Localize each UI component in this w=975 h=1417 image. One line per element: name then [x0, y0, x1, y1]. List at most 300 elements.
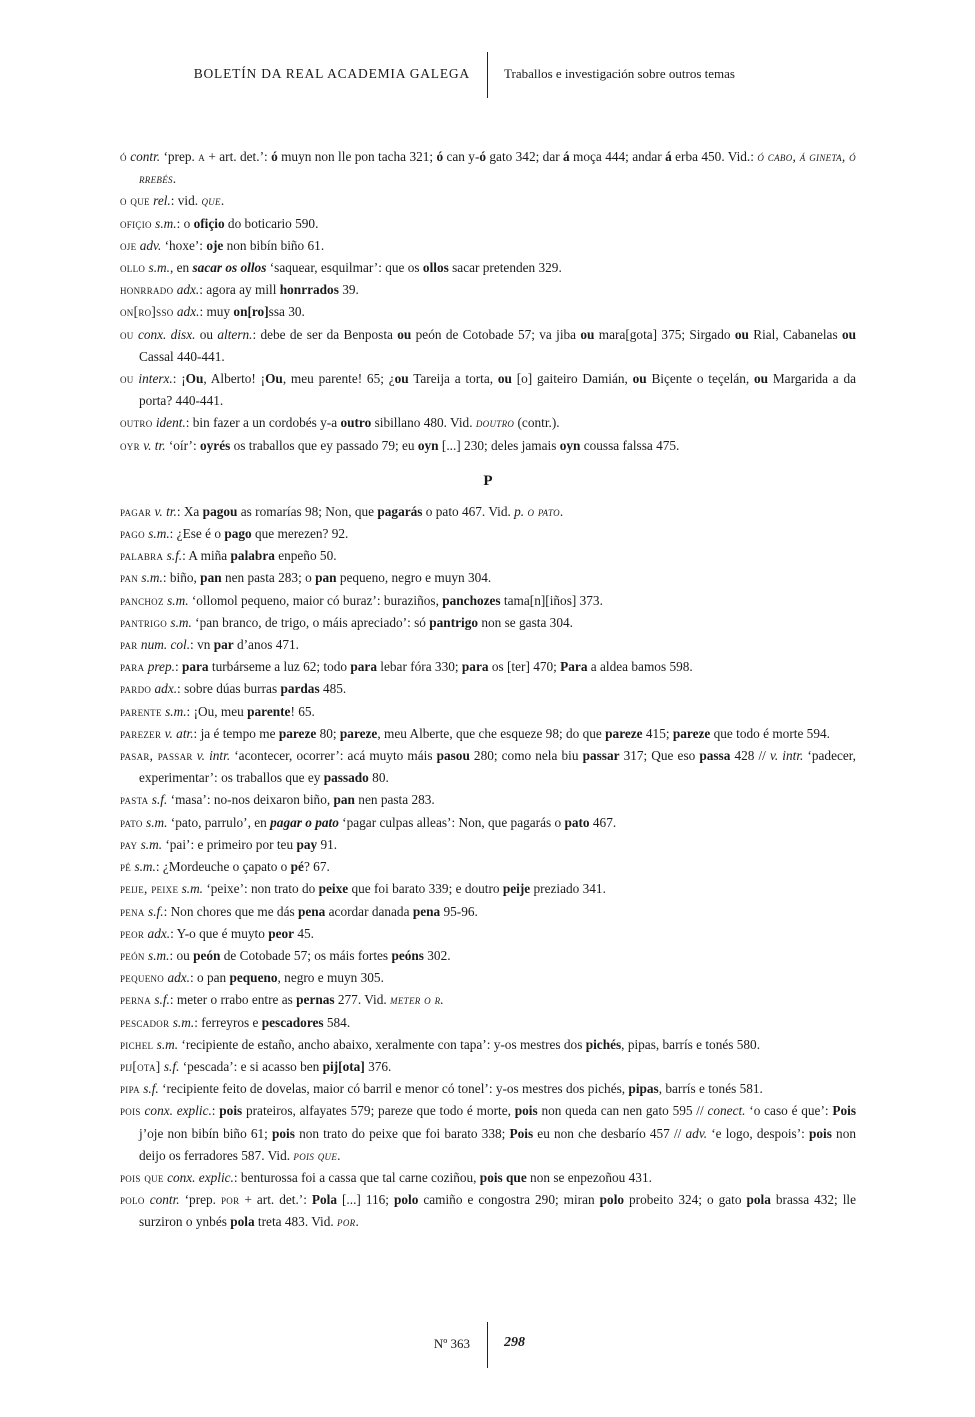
entry-text: pola	[230, 1214, 255, 1230]
entry-text: 317; Que eso	[619, 748, 700, 764]
entry-text: interx.	[138, 371, 173, 387]
entry-text: : o	[176, 215, 194, 231]
entry-text: v. atr.	[164, 725, 194, 741]
entry-text: contr.	[149, 1192, 180, 1208]
entry-text: pois que	[293, 1147, 338, 1163]
entry-text: [...] 116;	[337, 1192, 394, 1208]
entry-text: ‘peixe’: non trato do	[203, 881, 319, 897]
entry-text: par	[213, 637, 234, 653]
entry-text: pois	[514, 1103, 538, 1119]
entry-text: ‘saquear, esquilmar’: que os	[266, 260, 423, 276]
entry-text: ‘masa’: no-nos deixaron biño,	[167, 792, 334, 808]
entry-headword: palabra	[120, 548, 164, 564]
entry-text: 376.	[364, 1058, 392, 1074]
entry-text: :	[211, 1103, 220, 1119]
entry-text: .	[355, 1214, 359, 1230]
entry-text: ó	[436, 149, 444, 164]
entry-text: polo	[599, 1192, 625, 1208]
entry-headword: pantrigo	[120, 614, 168, 630]
entry-text: , negro e muyn 305.	[277, 970, 384, 986]
entry-text: 95-96.	[440, 903, 478, 919]
page-header	[0, 52, 975, 98]
entry-text: 467.	[589, 814, 617, 830]
entry-text: adv.	[139, 237, 162, 253]
entry-text: tama[n][iños] 373.	[500, 592, 603, 608]
entry-text: rel.	[153, 193, 171, 209]
entry-text: , en	[169, 260, 193, 276]
entry-text: contr.	[130, 149, 161, 164]
entry-text: 80;	[316, 725, 340, 741]
entry-text: panchozes	[442, 592, 501, 608]
entry-text: s.m.	[141, 570, 163, 586]
entry-text: pernas	[296, 992, 335, 1008]
entry-text: : ferreyros e	[194, 1014, 262, 1030]
entry-headword: peije, peixe	[120, 881, 179, 897]
entry-text: outro	[340, 415, 372, 431]
entry-text: ‘oír’:	[165, 437, 200, 453]
entry-text: adx.	[167, 970, 190, 986]
dictionary-entry	[120, 1056, 856, 1078]
entry-text: que todo é morte 594.	[710, 725, 830, 741]
dictionary-entry	[120, 723, 856, 745]
entry-text: Rial, Cabanelas	[748, 326, 842, 342]
entry-text: nen pasta 283.	[354, 792, 435, 808]
entry-text: á	[563, 149, 570, 164]
entry-text: ‘pescada’: e si acasso ben	[179, 1058, 323, 1074]
entry-text: pois que	[479, 1169, 527, 1185]
entry-text: 91.	[317, 836, 338, 852]
section-title: Traballos e investigación sobre outros temas	[504, 66, 735, 81]
entry-text: : debe de ser da Benposta	[252, 326, 398, 342]
entry-text: Pola	[311, 1192, 338, 1208]
entry-text: adx.	[154, 681, 178, 697]
entry-text: a aldea bamos 598.	[587, 659, 693, 675]
entry-text: pasou	[436, 748, 470, 764]
entry-text: ‘hoxe’:	[161, 237, 207, 253]
entry-text: , Alberto! ¡	[203, 371, 266, 387]
entry-text: adv.	[685, 1125, 708, 1141]
dictionary-entry	[120, 1100, 856, 1167]
entry-text: : Xa	[176, 503, 203, 519]
entry-text: ou	[497, 371, 512, 387]
entry-text: num. col.	[140, 637, 191, 653]
dictionary-entry	[120, 634, 856, 656]
entry-text: por	[220, 1192, 240, 1208]
entry-text: de Cotobade 57; os máis fortes	[220, 947, 392, 963]
entry-text: que foi barato 339; e doutro	[348, 881, 503, 897]
dictionary-entry	[120, 678, 856, 700]
entry-text: .	[559, 503, 564, 519]
entry-text: ou	[754, 371, 769, 387]
entry-text: : o pan	[189, 970, 230, 986]
entry-headword: pasta	[120, 792, 149, 808]
entry-text: 280; como nela biu	[469, 748, 583, 764]
entry-text: pay	[296, 836, 318, 852]
entry-text: sibillano 480. Vid.	[371, 415, 476, 431]
entry-text: s.m.	[165, 703, 187, 719]
entry-text: : Non chores que me dás	[163, 903, 298, 919]
entry-text: : vn	[190, 637, 214, 653]
entry-text: non bibín biño 61.	[223, 237, 325, 253]
entry-text: conect.	[707, 1103, 746, 1119]
entry-text: peón de Cotobade 57; va jiba	[411, 326, 581, 342]
entry-text: oje	[206, 237, 224, 253]
entry-text: , meu parente! 65; ¿	[282, 371, 395, 387]
entry-text: : Y-o que é muyto	[170, 925, 269, 941]
dictionary-entry	[120, 945, 856, 967]
dictionary-entry	[120, 301, 856, 323]
entry-headword: ou	[120, 371, 134, 387]
entry-text: conx. explic.	[144, 1103, 212, 1119]
entry-text: : ou	[169, 947, 194, 963]
entry-text: os [ter] 470;	[488, 659, 561, 675]
entry-text: Para	[560, 659, 588, 675]
entry-text: ident.	[155, 415, 186, 431]
entry-headword: peor	[120, 925, 145, 941]
entry-text: pareze	[672, 725, 711, 741]
entry-text: , pipas, barrís e tonés 580.	[621, 1036, 761, 1052]
entry-text: ‘recipiente de estaño, ancho abaixo, xeralmente con tapa’: y-os mestres dos	[178, 1036, 586, 1052]
entry-text: preziado 341.	[530, 881, 606, 897]
entry-text: á	[665, 149, 672, 164]
entry-text: , barrís e tonés 581.	[658, 1081, 763, 1097]
entry-text: : ja é tempo me	[193, 725, 279, 741]
entry-text: 45.	[294, 925, 315, 941]
dictionary-entry	[120, 235, 856, 257]
issue-number: Nº 363	[433, 1336, 470, 1351]
entries-o-section	[120, 146, 856, 457]
entry-text: [o] gaiteiro Damián,	[511, 371, 633, 387]
entry-text: [...] 230; deles jamais	[438, 437, 560, 453]
entry-text: sacar pretenden 329.	[448, 260, 562, 276]
entry-headword: pago	[120, 526, 145, 542]
entry-text: prateiros, alfayates 579; pareze que todo é morte,	[242, 1103, 515, 1119]
entry-text: pareze	[605, 725, 643, 741]
entry-headword: pardo	[120, 681, 152, 697]
entry-headword: pena	[120, 903, 145, 919]
entry-text: : ¿Ese é o	[169, 526, 225, 542]
entry-text: j’oje non bibín biño 61;	[139, 1125, 273, 1141]
dictionary-entry	[120, 1078, 856, 1100]
entry-text: ‘ollomol pequeno, maior có buraz’: buraziños,	[188, 592, 443, 608]
entry-text: que	[201, 193, 221, 209]
entry-text: adx.	[176, 282, 200, 298]
entry-text: peije	[502, 881, 531, 897]
entry-text: pois	[272, 1125, 295, 1141]
entry-text: 302.	[423, 947, 451, 963]
entry-text: + art. det.’:	[239, 1192, 312, 1208]
entry-text: s.f.	[154, 992, 170, 1008]
entry-text: : agora ay mill	[199, 282, 280, 298]
entry-text: passar	[582, 748, 620, 764]
dictionary-entry	[120, 989, 856, 1011]
dictionary-entry	[120, 701, 856, 723]
entry-text: ? 67.	[303, 859, 330, 875]
entry-text: ‘pan branco, de trigo, o máis apreciado’: só	[191, 614, 430, 630]
entries-p-section	[120, 501, 856, 1234]
entry-text: pena	[297, 903, 326, 919]
entry-text: s.m.	[156, 1036, 179, 1052]
entry-text: (contr.).	[514, 415, 560, 431]
entry-text: honrrados	[279, 282, 339, 298]
entry-text: s.f.	[166, 548, 183, 564]
entry-text: turbárseme a luz 62; todo	[208, 659, 351, 675]
dictionary-entry	[120, 501, 856, 523]
entry-text: : ¿Mordeuche o çapato o	[155, 859, 291, 875]
entry-text: .	[172, 171, 177, 187]
entry-text: 39.	[338, 282, 359, 298]
entry-text: Pois	[509, 1125, 534, 1141]
entry-text: muyn non lle pon tacha 321;	[277, 149, 437, 164]
entry-headword: par	[120, 637, 138, 653]
entry-text: probeito 324; o gato	[624, 1192, 747, 1208]
entry-text: s.m.	[148, 947, 170, 963]
entry-text: erba 450. Vid.:	[671, 149, 758, 164]
entry-text: parente	[247, 703, 291, 719]
entry-text: peixe	[318, 881, 349, 897]
entry-text: Ou	[185, 371, 204, 387]
letter-heading: P	[483, 472, 493, 489]
entry-text: + art. det.’:	[205, 149, 272, 164]
entry-text: 277. Vid.	[334, 992, 391, 1008]
entry-headword: pé	[120, 859, 132, 875]
entry-text: adx.	[176, 304, 200, 320]
entry-text: pagou	[202, 503, 238, 519]
entry-headword: pagar	[120, 503, 152, 519]
entry-text: Ou	[265, 371, 283, 387]
dictionary-content	[120, 146, 856, 1234]
entry-text: non queda can nen gato 595 //	[537, 1103, 708, 1119]
dictionary-entry	[120, 590, 856, 612]
entry-text: mara[gota] 375; Sirgado	[594, 326, 735, 342]
entry-text: ou	[580, 326, 595, 342]
entry-text: : bin fazer a un cordobés y-a	[185, 415, 341, 431]
dictionary-entry	[120, 213, 856, 235]
entry-text: non deijo os ferradores 587. Vid.	[139, 1125, 856, 1163]
entry-headword: panchoz	[120, 592, 164, 608]
entry-text: : biño,	[162, 570, 201, 586]
entry-text: : ¡Ou, meu	[186, 703, 248, 719]
entry-text: ó cabo, á gineta, ó rrebés	[139, 149, 856, 187]
entry-text: s.m.	[134, 859, 156, 875]
dictionary-entry	[120, 745, 856, 789]
dictionary-entry	[120, 967, 856, 989]
entry-text: s.m.	[148, 260, 170, 276]
dictionary-entry	[120, 324, 856, 368]
entry-text: pagar o pato	[270, 814, 339, 830]
dictionary-entry	[120, 435, 856, 457]
entry-text: ollos	[422, 260, 449, 276]
entry-text: ‘prep.	[160, 149, 199, 164]
entry-text: pola	[746, 1192, 771, 1208]
entry-text: Cassal 440-441.	[139, 348, 225, 364]
entry-text: s.m.	[148, 526, 170, 542]
entry-text: eu non che desbarío 457 //	[533, 1125, 686, 1141]
entry-text: coussa falssa 475.	[580, 437, 680, 453]
entry-headword: pipa	[120, 1081, 140, 1097]
dictionary-entry	[120, 789, 856, 811]
dictionary-entry	[120, 656, 856, 678]
entry-text: : vid.	[170, 193, 202, 209]
entry-text: Pois	[832, 1103, 856, 1119]
dictionary-entry	[120, 834, 856, 856]
entry-text: s.m.	[140, 836, 163, 852]
entry-text: por	[337, 1214, 356, 1230]
entry-text: ‘pagar culpas alleas’: Non, que pagarás o	[338, 814, 565, 830]
entry-text: pan	[315, 570, 337, 586]
entry-text: Tareija a torta,	[408, 371, 498, 387]
entry-text: acordar danada	[325, 903, 413, 919]
entry-text: 584.	[323, 1014, 351, 1030]
entry-text: ‘pai’: e primeiro por teu	[162, 836, 297, 852]
entry-text: os traballos que ey passado 79; eu	[230, 437, 418, 453]
entry-text: ofiçio	[193, 215, 225, 231]
entry-text: Biçente o teçelán,	[646, 371, 755, 387]
entry-headword: ó	[120, 149, 127, 164]
footer-divider	[487, 1322, 488, 1368]
entry-headword: peón	[120, 947, 145, 963]
entry-text: peón	[193, 947, 221, 963]
entry-text: ou	[841, 326, 857, 342]
dictionary-entry	[120, 856, 856, 878]
entry-text: ó	[271, 149, 278, 164]
entry-text: on[ro]	[233, 304, 269, 320]
dictionary-entry	[120, 812, 856, 834]
dictionary-entry	[120, 146, 856, 190]
entry-text: oyn	[559, 437, 581, 453]
entry-text: v. intr.	[769, 748, 804, 764]
entry-headword: pij[ota]	[120, 1058, 161, 1074]
entry-text: pareze	[339, 725, 378, 741]
entry-text: camiño e congostra 290; miran	[418, 1192, 600, 1208]
entry-headword: perna	[120, 992, 152, 1008]
entry-text: moça 444; andar	[569, 149, 666, 164]
entry-text: pan	[333, 792, 355, 808]
entry-text: gato 342; dar	[486, 149, 564, 164]
header-divider	[487, 52, 488, 98]
entry-text: s.m.	[170, 614, 192, 630]
entry-text: pantrigo	[429, 614, 479, 630]
entry-text: ou	[397, 326, 412, 342]
entry-text: can y-	[443, 149, 480, 164]
entry-headword: ou	[120, 326, 134, 342]
entry-text: ou	[734, 326, 749, 342]
entry-text: ! 65.	[290, 703, 315, 719]
dictionary-entry	[120, 257, 856, 279]
entry-text: s.f.	[148, 903, 164, 919]
entry-text: nen pasta 283; o	[221, 570, 316, 586]
entry-text: Margarida a da porta? 440-441.	[139, 371, 857, 409]
entry-text: s.f.	[143, 1081, 159, 1097]
entry-text: ‘e logo, despois’:	[707, 1125, 809, 1141]
entry-text: : meter o rrabo entre as	[169, 992, 297, 1008]
entry-text: prep.	[147, 659, 175, 675]
entry-text: ‘padecer, experimentar’: os traballos que ey	[139, 748, 856, 786]
entry-text: conx. disx.	[137, 326, 196, 342]
entry-text: para	[350, 659, 377, 675]
entry-text: v. tr.	[154, 503, 177, 519]
entry-text: s.m.	[146, 814, 168, 830]
entry-text: lebar fóra 330;	[376, 659, 462, 675]
entry-text: ssa 30.	[268, 304, 305, 320]
entry-text: s.m.	[167, 592, 189, 608]
dictionary-entry	[120, 523, 856, 545]
entry-text: s.m.	[155, 215, 177, 231]
dictionary-entry	[120, 612, 856, 634]
entry-text: passa	[699, 748, 731, 764]
entry-text: : muy	[199, 304, 234, 320]
entry-text: pichés	[585, 1036, 622, 1052]
entry-text: : sobre dúas burras	[177, 681, 281, 697]
entry-text: oyn	[417, 437, 439, 453]
entry-text: ou	[394, 371, 409, 387]
entry-text: meter o r.	[390, 992, 445, 1008]
entry-headword: oje	[120, 237, 137, 253]
entry-text: , meu Alberte, que che esqueze 98; do que	[377, 725, 606, 741]
entry-text: sacar os ollos	[192, 260, 267, 276]
dictionary-entry	[120, 923, 856, 945]
entry-text: pago	[224, 526, 252, 542]
entry-text: pareze	[278, 725, 317, 741]
entry-headword: o que	[120, 193, 150, 209]
entry-text: .	[220, 193, 225, 209]
entry-text: pé	[290, 859, 304, 875]
entry-headword: pois que	[120, 1169, 164, 1185]
entry-text: s.f.	[163, 1058, 180, 1074]
dictionary-entry	[120, 901, 856, 923]
entry-text: ó	[479, 149, 487, 164]
entry-text: : benturossa foi a cassa que tal carne coziñou,	[233, 1169, 480, 1185]
entry-text: doutro	[475, 415, 515, 431]
entry-text: passado	[323, 770, 369, 786]
entry-text: brassa 432; lle surziron o ynbés	[139, 1192, 856, 1230]
entry-text: : A miña	[182, 548, 231, 564]
entry-headword: pato	[120, 814, 143, 830]
entry-text: pipas	[628, 1081, 659, 1097]
entry-text: non se enpezoñou 431.	[526, 1169, 652, 1185]
entry-text: polo	[393, 1192, 419, 1208]
entry-text: oyrés	[200, 437, 231, 453]
entry-headword: ollo	[120, 260, 146, 276]
entry-text: non se gasta 304.	[478, 614, 573, 630]
entry-text: pequeno	[229, 970, 278, 986]
entry-text: pij[ota]	[322, 1058, 365, 1074]
entry-text: d’anos 471.	[233, 637, 300, 653]
entry-text: .	[337, 1147, 341, 1163]
entry-headword: pan	[120, 570, 139, 586]
entry-text: do boticario 590.	[224, 215, 319, 231]
entry-text: a	[198, 149, 206, 164]
entry-headword: pois	[120, 1103, 141, 1119]
entry-headword: oyr	[120, 437, 140, 453]
entry-text: :	[174, 659, 182, 675]
entry-headword: ofiçio	[120, 215, 152, 231]
entry-text: s.m.	[172, 1014, 195, 1030]
entry-text: pequeno, negro e muyn 304.	[336, 570, 492, 586]
entry-text: 80.	[368, 770, 389, 786]
entry-text: pan	[200, 570, 222, 586]
entry-text: ‘recipiente feito de dovelas, maior có barril e menor có tonel’: y-os mestres dos pichés,	[158, 1081, 629, 1097]
entry-text: enpeño 50.	[274, 548, 337, 564]
entry-headword: parezer	[120, 725, 162, 741]
dictionary-entry	[120, 279, 856, 301]
entry-text: para	[461, 659, 489, 675]
entry-headword: para	[120, 659, 145, 675]
dictionary-entry	[120, 878, 856, 900]
dictionary-entry	[120, 545, 856, 567]
dictionary-entry	[120, 1012, 856, 1034]
entry-text: ou	[632, 371, 647, 387]
